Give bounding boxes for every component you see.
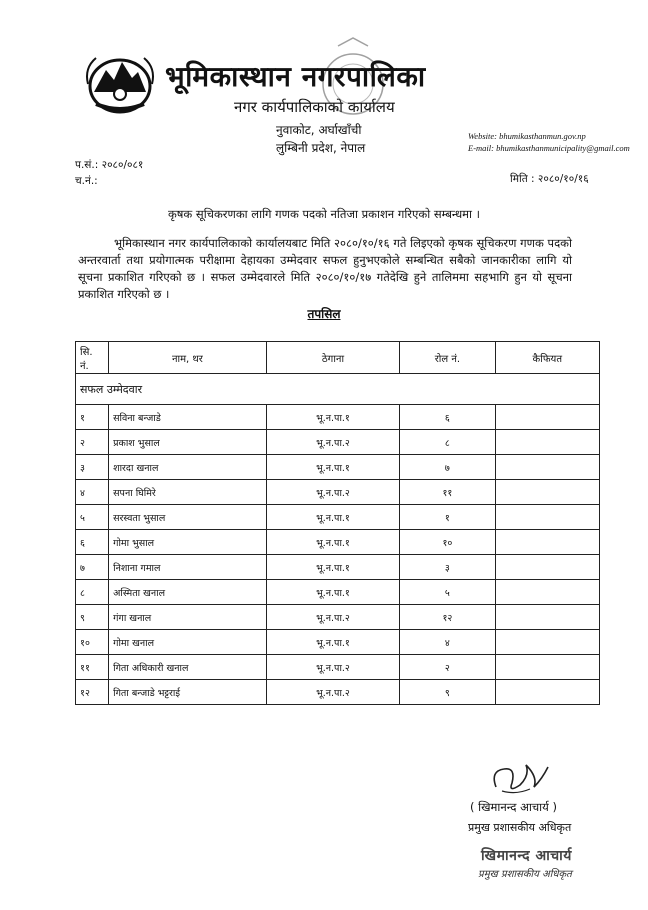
cell-address: भू.न.पा.२: [266, 430, 400, 455]
address-line-2: लुम्बिनी प्रदेश, नेपाल: [276, 141, 366, 155]
cell-roll: ३: [400, 555, 495, 580]
letter-date: मिति : २०८०/१०/१६: [510, 173, 589, 185]
table-row: [76, 555, 600, 580]
cell-serial: २: [76, 430, 109, 455]
dispatch-number: च.नं.:: [75, 175, 98, 187]
cell-serial: १२: [76, 680, 109, 705]
section-label: सफल उम्मेदवार: [76, 374, 600, 405]
municipality-emblem-icon: [80, 48, 160, 120]
table-row: [76, 680, 600, 705]
letter-subject: कृषक सूचिकरणका लागि गणक पदको नतिजा प्रकाशन गरिएको सम्बन्धमा ।: [167, 207, 481, 221]
cell-address: भू.न.पा.२: [266, 605, 400, 630]
cell-remarks: [495, 655, 599, 680]
cell-serial: ५: [76, 505, 109, 530]
cell-roll: १: [400, 505, 495, 530]
email-text: E-mail: bhumikasthanmunicipality@gmail.com: [468, 143, 630, 153]
cell-name: गोमा खनाल: [109, 630, 267, 655]
cell-roll: ११: [400, 480, 495, 505]
signature-stamp-title: प्रमुख प्रशासकीय अधिकृत: [478, 869, 572, 880]
reference-number: प.सं.: २०८०/०८१: [75, 159, 144, 171]
letter-body: भूमिकास्थान नगर कार्यपालिकाको कार्यालयबाट मिति २०८०/१०/१६ गते लिइएको कृषक सूचिकरण गणक पदको अन्तरवार्ता तथा प्रयोगात्मक परीक्षामा देहायका उम्मेदवार सफल हुनुभएकोले सम्बन्धित सबैको जानकारीका लागि यो सूचना प्रकाशित गरिएको छ । सफल उम्मेदवारले मिति २०८०/१०/१७ गतेदेखि हुने तालिममा सहभागि हुन यो सूचना प्रकाशित गरिएको छ ।: [78, 236, 572, 301]
cell-serial: ३: [76, 455, 109, 480]
cell-name: अस्मिता खनाल: [109, 580, 267, 605]
cell-address: भू.न.पा.१: [266, 405, 400, 430]
table-row: [76, 630, 600, 655]
table-row: [76, 455, 600, 480]
table-row: [76, 505, 600, 530]
cell-remarks: [495, 505, 599, 530]
cell-remarks: [495, 480, 599, 505]
table-row: [76, 655, 600, 680]
cell-serial: ८: [76, 580, 109, 605]
cell-serial: ११: [76, 655, 109, 680]
header-remarks: कैफियत: [495, 342, 599, 374]
header-roll: रोल नं.: [400, 342, 495, 374]
cell-address: भू.न.पा.१: [266, 630, 400, 655]
cell-name: गिता बन्जाडे भट्टराई: [109, 680, 267, 705]
cell-address: भू.न.पा.२: [266, 655, 400, 680]
cell-name: सपना घिमिरे: [109, 480, 267, 505]
cell-remarks: [495, 680, 599, 705]
cell-roll: ६: [400, 405, 495, 430]
cell-address: भू.न.पा.१: [266, 530, 400, 555]
header-name: नाम, थर: [109, 342, 267, 374]
signature-stamp-name: खिमानन्द आचार्य: [481, 848, 572, 864]
cell-roll: ८: [400, 430, 495, 455]
table-row: [76, 480, 600, 505]
cell-address: भू.न.पा.२: [266, 680, 400, 705]
cell-name: गिता अधिकारी खनाल: [109, 655, 267, 680]
cell-remarks: [495, 405, 599, 430]
website-text: Website: bhumikasthanmun.gov.np: [468, 131, 586, 141]
cell-name: गंगा खनाल: [109, 605, 267, 630]
cell-roll: ७: [400, 455, 495, 480]
cell-serial: ९: [76, 605, 109, 630]
cell-serial: १०: [76, 630, 109, 655]
table-header-row: [76, 342, 600, 374]
header-serial: सि. नं.: [76, 342, 109, 374]
cell-roll: १२: [400, 605, 495, 630]
cell-serial: ७: [76, 555, 109, 580]
signer-title: प्रमुख प्रशासकीय अधिकृत: [468, 821, 572, 834]
cell-remarks: [495, 555, 599, 580]
cell-remarks: [495, 605, 599, 630]
cell-remarks: [495, 430, 599, 455]
section-row: [76, 374, 600, 405]
cell-remarks: [495, 530, 599, 555]
table-row: [76, 530, 600, 555]
cell-address: भू.न.पा.२: [266, 480, 400, 505]
cell-roll: १०: [400, 530, 495, 555]
header-address: ठेगाना: [266, 342, 400, 374]
cell-name: निशाना गमाल: [109, 555, 267, 580]
organization-name: भूमिकास्थान नगरपालिका: [165, 60, 426, 93]
cell-remarks: [495, 455, 599, 480]
address-line-1: नुवाकोट, अर्घाखाँची: [276, 123, 362, 137]
cell-name: प्रकाश भुसाल: [109, 430, 267, 455]
table-row: [76, 605, 600, 630]
cell-name: सरस्वता भुसाल: [109, 505, 267, 530]
table-row: [76, 430, 600, 455]
cell-name: शारदा खनाल: [109, 455, 267, 480]
results-table: [75, 341, 600, 705]
handwritten-signature: [486, 757, 554, 799]
office-name: नगर कार्यपालिकाको कार्यालय: [234, 98, 395, 116]
cell-roll: ४: [400, 630, 495, 655]
cell-roll: ९: [400, 680, 495, 705]
cell-name: सविना बन्जाडे: [109, 405, 267, 430]
cell-address: भू.न.पा.१: [266, 455, 400, 480]
table-title: तपसिल: [307, 307, 341, 321]
cell-serial: १: [76, 405, 109, 430]
cell-remarks: [495, 630, 599, 655]
table-row: [76, 580, 600, 605]
cell-remarks: [495, 580, 599, 605]
cell-serial: ४: [76, 480, 109, 505]
cell-address: भू.न.पा.१: [266, 505, 400, 530]
signer-name: ( खिमानन्द आचार्य ): [470, 800, 557, 814]
cell-roll: २: [400, 655, 495, 680]
cell-serial: ६: [76, 530, 109, 555]
cell-name: गोमा भुसाल: [109, 530, 267, 555]
cell-address: भू.न.पा.१: [266, 580, 400, 605]
cell-address: भू.न.पा.१: [266, 555, 400, 580]
cell-roll: ५: [400, 580, 495, 605]
table-row: [76, 405, 600, 430]
